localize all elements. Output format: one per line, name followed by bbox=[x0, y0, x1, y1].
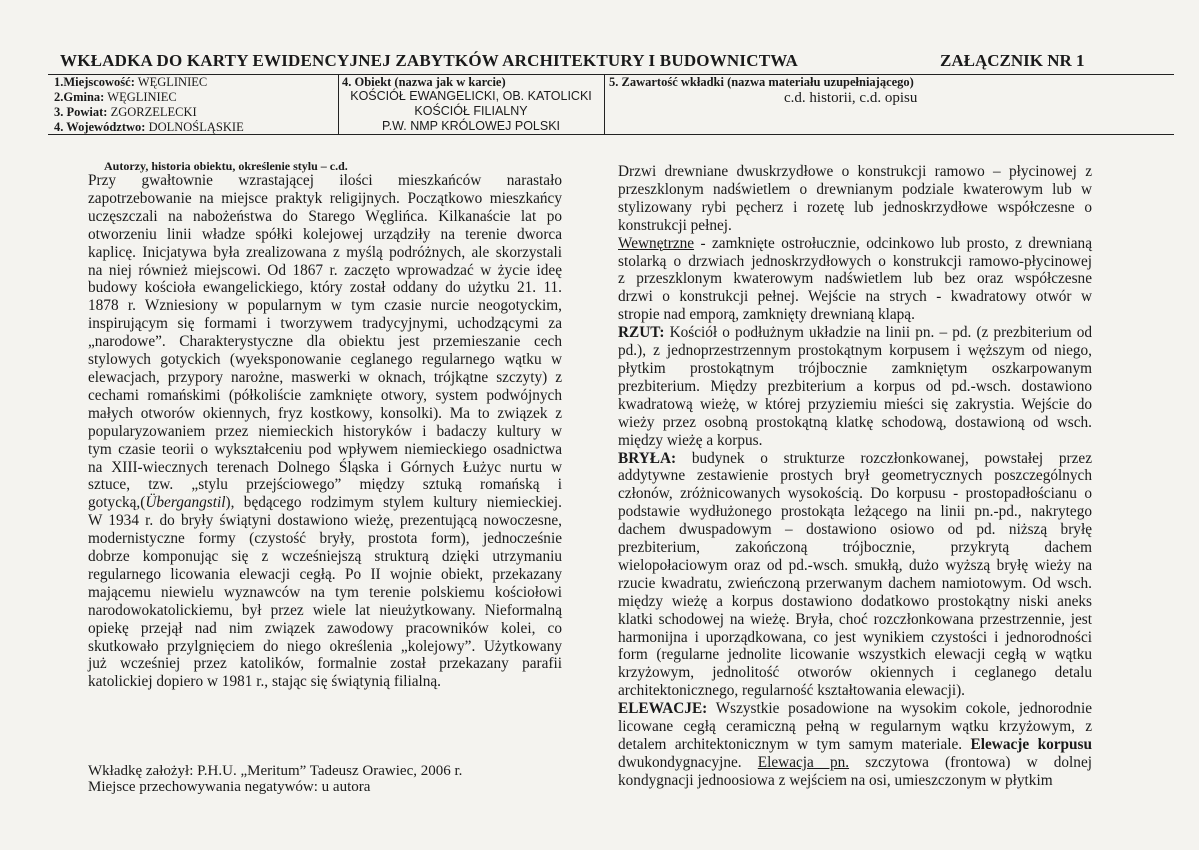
left-text-line: cechami romańskimi (półkoliście zamknięte otwory, system podwójnych bbox=[88, 386, 562, 404]
left-text-line: popularyzowaniem przez niemieckich historyków i badaczy kultury w bbox=[88, 422, 562, 440]
right-text-line: między wieżę a korpus. bbox=[618, 431, 763, 449]
right-text-line: stolarką o drzwiach jednoskrzydłowych o konstrukcji ramowo-płycinowej bbox=[618, 252, 1092, 270]
right-text-line: BRYŁA: budynek o strukturze rozczłonkowanej, powstałej przez bbox=[618, 449, 1092, 467]
object-label: 4. Obiekt (nazwa jak w karcie) bbox=[342, 75, 506, 89]
county-value: ZGORZELECKI bbox=[110, 105, 197, 119]
right-text-line: rzucie kwadratu, zwieńczoną przerwanym dachem namiotowym. Od wsch. bbox=[618, 574, 1092, 592]
left-text-line: sztuce, tzw. „stylu przejściowego” między sztuką romańską i bbox=[88, 476, 562, 494]
left-text-line: opiekę przejął nad nim związek zawodowy pracowników kolei, co bbox=[88, 619, 562, 637]
right-text-line: klatki schodowej na wieżę. Bryła, choć rozczłonkowana przestrzennie, jest bbox=[618, 610, 1092, 628]
right-text-line: wieży przez osobną prostokątną klatkę schodową, dostawioną od wsch. bbox=[618, 413, 1092, 431]
right-text-line: kondygnacji jednoosiowa z wejściem na osi, umieszczonym w płytkim bbox=[618, 771, 1053, 789]
object-name-line2: KOŚCIÓŁ FILIALNY bbox=[414, 104, 528, 118]
contents-value: c.d. historii, c.d. opisu bbox=[784, 90, 918, 106]
right-text-line: podstawie wydłużonego prostokąta leżącego na linii pn.-pd., nakrytego bbox=[618, 503, 1092, 521]
object-name-line3: P.W. NMP KRÓLOWEJ POLSKI bbox=[381, 119, 561, 133]
right-text-line: konstrukcji pełnej. bbox=[618, 216, 732, 234]
contents-label: 5. Zawartość wkładki (nazwa materiału uzupełniającego) bbox=[609, 75, 914, 89]
right-text-line: Drzwi drewniane dwuskrzydłowe o konstrukcji ramowo – płycinowej z bbox=[618, 163, 1092, 180]
footer-negatives: Miejsce przechowywania negatywów: u autora bbox=[88, 779, 371, 795]
right-text-line: dachem dwuspadowym – dostawiono osiowo od pd. niższą bryłę bbox=[618, 521, 1092, 539]
attachment-number: ZAŁĄCZNIK NR 1 bbox=[940, 51, 1085, 70]
commune-label: 2.Gmina: bbox=[54, 90, 105, 104]
left-text-line: otworzeniu linii władze spółki kolejowej urządziły na terenie dworca bbox=[88, 225, 562, 243]
left-text-column bbox=[88, 172, 562, 691]
right-text-line: członów, zróżnicowanych wysokością. Do korpusu - prostopadłościanu o bbox=[618, 485, 1092, 503]
left-text-line: już wcześniej przez katolików, formalnie został przekazany parafii bbox=[88, 655, 562, 673]
left-text-line: na niej również miejscowi. Od 1867 r. zaczęto wprowadzać w życie ideę bbox=[88, 261, 562, 279]
document-title: WKŁADKA DO KARTY EWIDENCYJNEJ ZABYTKÓW ARCHITEKTURY I BUDOWNICTWA bbox=[60, 51, 799, 70]
location-box bbox=[54, 76, 334, 136]
right-text-line: detalem architektonicznym w tym samym materiale. Elewacje korpusu bbox=[618, 736, 1093, 753]
commune-value: WĘGLINIEC bbox=[107, 90, 177, 104]
right-text-line: Wewnętrzne - zamknięte ostrołucznie, odcinkowo lub prosto, z drewnianą bbox=[618, 234, 1092, 252]
right-text-line: harmonijna i uporządkowana, co jest wynikiem czystości i jednorodności bbox=[618, 628, 1092, 646]
object-box bbox=[342, 76, 600, 135]
footer-author: Wkładkę założył: P.H.U. „Meritum” Tadeusz Orawiec, 2006 r. bbox=[88, 763, 463, 779]
left-text-line: kaplicę. Inicjatywa była zrealizowana z myślą podróżnych, ale skorzystali bbox=[88, 243, 562, 261]
left-text-line: skutkowało przylgnięciem do niego określenia „kolejowy”. Użytkowany bbox=[88, 637, 562, 655]
right-text-line: między wieżę a korpus dostawiono dodatkowo prostokątny niski aneks bbox=[618, 592, 1092, 610]
right-text-column bbox=[618, 163, 1092, 790]
right-text-line: stropie nad emporą, zamknięty drewnianą klapą. bbox=[618, 306, 915, 324]
left-text-line: dobrze komponując się z wcześniejszą strukturą dzięki utrzymaniu bbox=[88, 548, 562, 566]
left-text-line: małych otworów okiennych, fryz kostkowy, konsolki). Ma to związek z bbox=[88, 404, 562, 422]
left-text-line: 1878 r. Wzniesiony w popularnym w tym czasie nurcie neogotyckim, bbox=[88, 297, 562, 315]
right-text-line: addytywne zestawienie prostych brył geometrycznych poszczególnych bbox=[618, 467, 1092, 485]
right-text-line: kwadratową wieżę, w której przyziemiu mieści się zakrystia. Wejście do bbox=[618, 395, 1092, 413]
left-text-line: mającemu niewielu wyznawców na tym terenie polskiemu kościołowi bbox=[88, 583, 562, 601]
place-value: WĘGLINIEC bbox=[137, 75, 208, 89]
left-text-line: na XIII-wiecznych terenach Dolnego Śląska i Górnych Łużyc nurtu w bbox=[88, 458, 562, 476]
header-divider-1 bbox=[338, 75, 339, 134]
left-text-line: narodowokatolickiemu, był przez wiele lat nieużytkowany. Nieformalną bbox=[88, 601, 562, 619]
right-text-line: form (regularne jednolite licowanie wszystkich elewacji cegłą w wątku bbox=[618, 646, 1092, 664]
right-text-line: architektonicznego, regularność kształtowania elewacji). bbox=[618, 682, 965, 700]
left-text-line: modernistyczne formy (czystość bryły, prostota form), jednocześnie bbox=[88, 530, 562, 548]
left-text-line: tym czasie teorii o wykształceniu pod wpływem niemieckiego osadnictwa bbox=[88, 440, 562, 458]
left-text-line: zapotrzebowanie na miejsce praktyk religijnych. Początkowo mieszkańcy bbox=[88, 189, 562, 207]
right-text-line: przeszklonym nadświetlem o drewnianym podziale kwaterowym lub w bbox=[618, 180, 1092, 198]
contents-box bbox=[609, 76, 1169, 105]
header-divider-2 bbox=[604, 75, 605, 134]
right-text-line: płytkim prostokątnym trójbocznie zamkniętym oszkarpowanym bbox=[618, 359, 1092, 377]
right-text-line: dwukondygnacyjne. Elewacja pn. szczytowa (frontowa) w dolnej bbox=[618, 753, 1092, 771]
left-text-line: inspirującym się formami i tworzywem tradycyjnymi, uchodzącymi za bbox=[88, 315, 562, 333]
right-text-line: krzyżowym, jednolitość otworów okiennych i ceglanego detalu bbox=[618, 664, 1092, 682]
right-text-line: pd.), z jednoprzestrzennym prostokątnym korpusem i węższym od niego, bbox=[618, 342, 1092, 360]
place-label: 1.Miejscowość: bbox=[54, 75, 135, 89]
left-text-line: stylowych gotyckich (wyeksponowanie ceglanego regularnego wątku w bbox=[88, 351, 562, 369]
right-text-line: stylizowany rybi pęcherz i rozetę lub jednoskrzydłowe współczesne o bbox=[618, 198, 1092, 216]
right-text-line: z przeszklonym kwaterowym nadświetlem lub bez oraz współczesne bbox=[618, 270, 1092, 288]
county-label: 3. Powiat: bbox=[54, 105, 108, 119]
right-text-line: ELEWACJE: Wszystkie posadowione na wysokim cokole, jednorodnie bbox=[618, 700, 1092, 718]
left-text-line: regularnego licowania elewacji cegłą. Po II wojnie obiekt, przekazany bbox=[88, 565, 562, 583]
left-section-heading: Autorzy, historia obiektu, określenie stylu – c.d. bbox=[104, 159, 348, 173]
left-text-line: uczęszczali na nabożeństwa do Starego Węglińca. Kilkanaście lat po bbox=[88, 207, 562, 225]
voivodeship-value: DOLNOŚLĄSKIE bbox=[148, 120, 244, 134]
object-name-line1: KOŚCIÓŁ EWANGELICKI, OB. KATOLICKI bbox=[350, 89, 592, 103]
left-text-line: gotycką,(Übergangstil), będącego rodzimym stylem kultury niemieckiej. bbox=[88, 494, 562, 512]
left-text-line: W 1934 r. do bryły świątyni dostawiono wieżę, prezentującą nowoczesne, bbox=[88, 512, 562, 530]
right-text-line: prezbiterium, zakończoną trójbocznie, przykrytą dachem bbox=[618, 539, 1092, 557]
right-text-line: drzwi o konstrukcji pełnej. Wejście na strych - kwadratowy otwór w bbox=[618, 288, 1092, 306]
left-text-line: „narodowe”. Charakterystyczne dla obiektu jest przemieszanie cech bbox=[88, 333, 562, 351]
left-text-line: Przy gwałtownie wzrastającej ilości mieszkańców narastało bbox=[88, 172, 562, 189]
voivodeship-label: 4. Województwo: bbox=[54, 120, 146, 134]
right-text-line: wielopołaciowym oraz od pd.-wsch. smukłą, dużo wyższą bryłę wieży na bbox=[618, 556, 1092, 574]
left-text-line: elewacjach, przypory narożne, maswerki w oknach, trójkątne szczyty) z bbox=[88, 368, 562, 386]
right-text-line: licowane cegłą ceramiczną pełną w regularnym wątku krzyżowym, z bbox=[618, 718, 1092, 736]
right-text-line: prezbiterium. Między prezbiterium a korpus od pd.-wsch. dostawiono bbox=[618, 377, 1092, 395]
left-text-line: katolickiej dopiero w 1981 r., stając się świątynią filialną. bbox=[88, 673, 442, 691]
right-text-line: RZUT: Kościół o podłużnym układzie na linii pn. – pd. (z prezbiterium od bbox=[618, 324, 1092, 342]
left-text-line: budowy kościoła ewangelickiego, który został oddany do użytku 21. 11. bbox=[88, 279, 562, 297]
